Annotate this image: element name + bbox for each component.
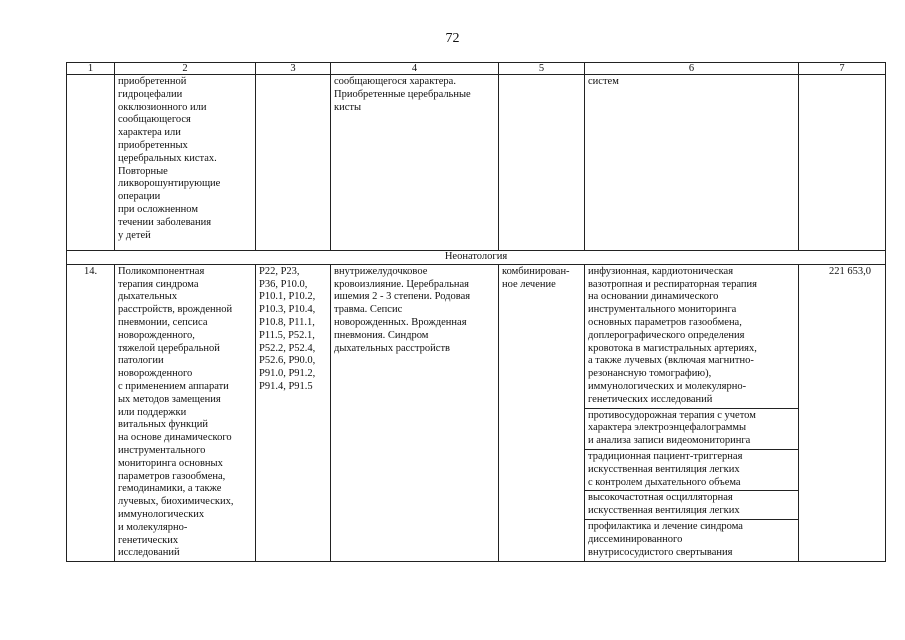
column-header-row <box>67 63 886 75</box>
diagnosis-cell: сообщающегося характера. Приобретенные церебральные кисты <box>331 75 499 251</box>
treatment-type: комбинирован- ное лечение <box>499 264 585 561</box>
cost-cell <box>799 75 886 251</box>
continuation-row <box>67 75 886 251</box>
methods-cell <box>585 264 799 561</box>
column-header: 2 <box>115 63 256 75</box>
icd-codes: P22, P23, P36, P10.0, P10.1, P10.2, P10.3, P10.4, P10.8, P11.1, P11.5, P52.1, P52.2, P52.4, P52.6, P90.0, P91.0, P91.2, P91.4, P91.5 <box>256 264 331 561</box>
row-number-cell <box>67 75 115 251</box>
method-item: высокочастотная осцилляторная искусственная вентиляция легких <box>585 491 798 520</box>
tariff-table <box>66 62 886 562</box>
section-row <box>67 251 886 265</box>
column-header: 1 <box>67 63 115 75</box>
row-number: 14. <box>67 264 115 561</box>
column-header: 7 <box>799 63 886 75</box>
diagnosis: внутрижелудочковое кровоизлияние. Церебральная ишемия 2 - 3 степени. Родовая травма. Сепсис новорожденных. Врожденная пневмония. Синдром дыхательных расстройств <box>331 264 499 561</box>
column-header: 3 <box>256 63 331 75</box>
procedure-name: Поликомпонентная терапия синдрома дыхательных расстройств, врожденной пневмонии, сепсиса новорожденного, тяжелой церебральной патологии новорожденного с применением аппарати ых методов замещения или поддержки витальных функций на основе динамического инструментального мониторинга основных параметров газообмена, гемодинамики, а также лучевых, биохимических, иммунологических и молекулярно- генетических исследований <box>115 264 256 561</box>
column-header: 4 <box>331 63 499 75</box>
icd-codes-cell <box>256 75 331 251</box>
method-cell: систем <box>585 75 799 251</box>
method-item: противосудорожная терапия с учетом характера электроэнцефалограммы и анализа записи видеомониторинга <box>585 409 798 450</box>
table-row <box>67 264 886 561</box>
column-header: 6 <box>585 63 799 75</box>
method-item: профилактика и лечение синдрома диссеминированного внутрисосудистого свертывания <box>588 520 743 558</box>
cost-value: 221 653,0 <box>799 264 886 561</box>
section-title: Неонатология <box>67 251 886 265</box>
treatment-type-cell <box>499 75 585 251</box>
method-item: традиционная пациент-триггерная искусственная вентиляция легких с контролем дыхательного объема <box>585 450 798 491</box>
method-item: инфузионная, кардиотоническая вазотропная и респираторная терапия на основании динамического инструментального мониторинга основных параметров газообмена, доплерографического определения кровотока в магистральных артериях, а также лучевых (включая магнитно- резонансную томографию), иммунологических и молекулярно- генетических исследований <box>585 265 798 409</box>
procedure-name-cell: приобретенной гидроцефалии окклюзионного или сообщающегося характера или приобретенных церебральных кистах. Повторные ликворошунтирующие операции при осложненном течении заболевания у детей <box>115 75 256 251</box>
column-header: 5 <box>499 63 585 75</box>
page-number: 72 <box>445 31 460 46</box>
